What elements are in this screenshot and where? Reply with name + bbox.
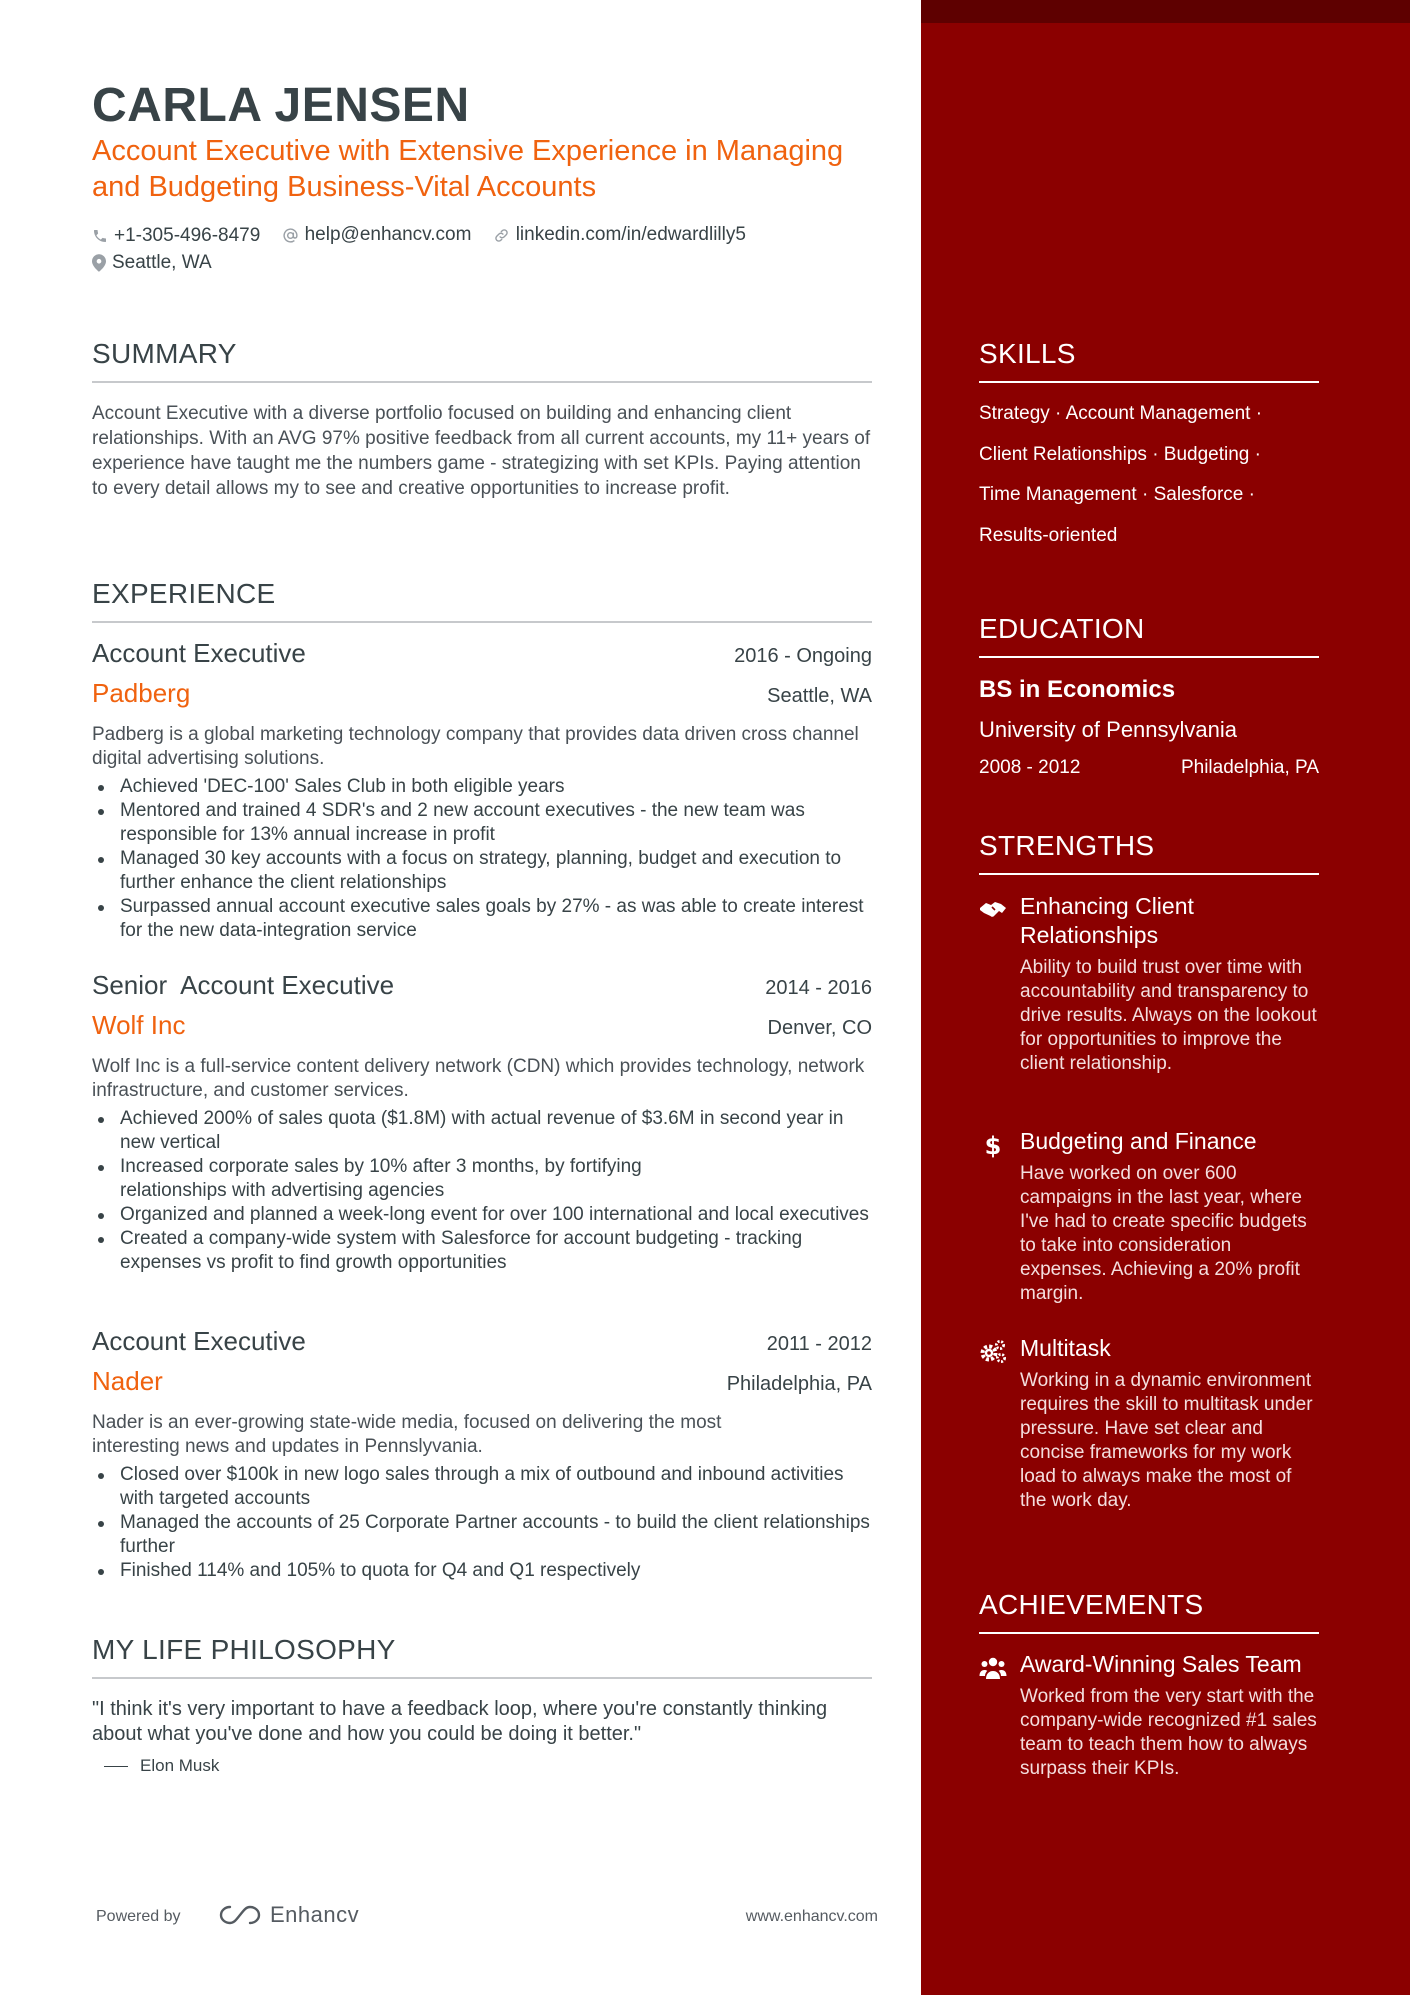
job-title: Senior Account Executive bbox=[92, 970, 395, 1000]
email-link[interactable]: help@enhancv.com bbox=[304, 224, 472, 245]
strength-item bbox=[979, 892, 1319, 1076]
enhancv-logo[interactable] bbox=[216, 1902, 359, 1928]
education-heading: EDUCATION bbox=[979, 613, 1319, 658]
job-title: Account Executive bbox=[92, 638, 306, 668]
strength-item bbox=[979, 1127, 1319, 1306]
handshake-icon bbox=[979, 896, 1007, 924]
sidebar-top-bar bbox=[921, 0, 1410, 23]
skills-line: Strategy · Account Management · bbox=[979, 403, 1263, 424]
philosophy-quote: "I think it's very important to have a feedback loop, where you're constantly thinking about what you've done and how you could be doing it better." bbox=[92, 1698, 828, 1745]
job-header-row bbox=[92, 638, 872, 669]
powered-by-text: Powered by bbox=[96, 1908, 181, 1925]
job-header-row bbox=[92, 1326, 872, 1357]
job-company-row bbox=[92, 1366, 872, 1397]
job-company: Wolf Inc bbox=[92, 1010, 186, 1040]
bullet-item: Closed over $100k in new logo sales through a mix of outbound and inbound activities with targeted accounts bbox=[92, 1463, 872, 1511]
bullet-item: Managed the accounts of 25 Corporate Partner accounts - to build the client relationships further bbox=[92, 1511, 872, 1559]
users-icon bbox=[979, 1654, 1007, 1682]
location-item bbox=[92, 252, 212, 274]
job-location: Denver, CO bbox=[767, 1017, 872, 1039]
enhancv-brand: Enhancv bbox=[270, 1902, 360, 1927]
phone-number: +1-305-496-8479 bbox=[114, 224, 261, 246]
quote-author bbox=[104, 1756, 219, 1776]
phone-icon bbox=[92, 228, 108, 244]
svg-text:$: $ bbox=[984, 1132, 1002, 1159]
achievement-item bbox=[979, 1650, 1319, 1781]
job-company-row bbox=[92, 1010, 872, 1041]
job-company-row bbox=[92, 678, 872, 709]
website-link[interactable]: www.enhancv.com bbox=[745, 1908, 878, 1925]
sidebar bbox=[921, 0, 1410, 1995]
linkedin-item[interactable] bbox=[493, 224, 746, 246]
bullet-item: Organized and planned a week-long event for over 100 international and local executives bbox=[92, 1203, 872, 1227]
job-location: Seattle, WA bbox=[767, 685, 872, 707]
contact-row bbox=[92, 224, 762, 250]
gears-icon bbox=[979, 1338, 1007, 1366]
summary-heading: SUMMARY bbox=[92, 338, 872, 383]
strength-item bbox=[979, 1334, 1319, 1513]
job-description: Wolf Inc is a full-service content delivery network (CDN) which provides technology, network infrastructure, and customer services. bbox=[92, 1056, 865, 1101]
job-bullets bbox=[92, 1107, 872, 1275]
education-dates: 2008 - 2012 bbox=[979, 757, 1081, 778]
linkedin-link[interactable]: linkedin.com/in/edwardlilly5 bbox=[515, 224, 746, 245]
skills-heading: SKILLS bbox=[979, 338, 1319, 383]
education-meta-row bbox=[979, 757, 1319, 779]
map-pin-icon bbox=[92, 254, 106, 272]
author-name: Elon Musk bbox=[140, 1756, 220, 1775]
bullet-item: Managed 30 key accounts with a focus on strategy, planning, budget and execution to further enhance the client relationships bbox=[92, 847, 872, 895]
skills-line: Results-oriented bbox=[979, 524, 1118, 546]
experience-heading: EXPERIENCE bbox=[92, 578, 872, 623]
dollar-icon bbox=[979, 1131, 1007, 1159]
bullet-item: Created a company-wide system with Salesforce for account budgeting - tracking expenses vs profit to find growth opportunities bbox=[92, 1227, 872, 1275]
job-dates: 2011 - 2012 bbox=[766, 1333, 872, 1355]
strength-title: Budgeting and Finance bbox=[1020, 1128, 1257, 1154]
enhancv-logo-icon bbox=[216, 1903, 264, 1927]
achievement-title: Award-Winning Sales Team bbox=[1020, 1651, 1302, 1677]
strength-description: Have worked on over 600 campaigns in the last year, where I've had to create specific budgets to take into consideration expenses. Achieving a 20% profit margin. bbox=[1020, 1163, 1307, 1304]
job-dates: 2016 - Ongoing bbox=[734, 645, 872, 667]
author-dash bbox=[104, 1766, 128, 1767]
job-bullets bbox=[92, 775, 872, 943]
job-company: Nader bbox=[92, 1366, 163, 1396]
strength-title: Multitask bbox=[1020, 1335, 1111, 1361]
job-description: Nader is an ever-growing state-wide media, focused on delivering the most interesting news and updates in Pennslyvania. bbox=[92, 1412, 722, 1457]
bullet-item: Surpassed annual account executive sales goals by 27% - as was able to create interest for the new data-integration service bbox=[92, 895, 872, 943]
bullet-item: Achieved 'DEC-100' Sales Club in both eligible years bbox=[92, 775, 872, 799]
bullet-item: Achieved 200% of sales quota ($1.8M) with actual revenue of $3.6M in second year in new vertical bbox=[92, 1107, 872, 1155]
skills-line: Time Management · Salesforce · bbox=[979, 484, 1255, 505]
strength-description: Working in a dynamic environment requires the skill to multitask under pressure. Have set clear and concise frameworks for my work load to always make the most of the work day. bbox=[1020, 1370, 1313, 1511]
job-title: Account Executive bbox=[92, 1326, 306, 1356]
philosophy-heading: MY LIFE PHILOSOPHY bbox=[92, 1634, 872, 1679]
job-dates: 2014 - 2016 bbox=[765, 977, 872, 999]
bullet-item: Finished 114% and 105% to quota for Q4 and Q1 respectively bbox=[92, 1559, 872, 1583]
email-item[interactable] bbox=[282, 224, 472, 246]
job-company: Padberg bbox=[92, 678, 191, 708]
location-text: Seattle, WA bbox=[112, 252, 212, 273]
job-entry bbox=[92, 638, 872, 943]
job-header-row bbox=[92, 970, 872, 1001]
bullet-item: Mentored and trained 4 SDR's and 2 new account executives - the new team was responsible for 13% annual increase in profit bbox=[92, 799, 872, 847]
job-entry bbox=[92, 970, 872, 1275]
phone-item bbox=[92, 225, 260, 247]
education-school: University of Pennsylvania bbox=[979, 717, 1238, 742]
candidate-name: CARLA JENSEN bbox=[92, 79, 470, 132]
at-icon bbox=[282, 227, 299, 244]
education-location: Philadelphia, PA bbox=[1180, 757, 1319, 778]
strengths-heading: STRENGTHS bbox=[979, 830, 1319, 875]
strength-description: Ability to build trust over time with accountability and transparency to drive results. Always on the lookout for opportunities to improve the client relationship. bbox=[1020, 957, 1317, 1074]
strength-title: Enhancing Client Relationships bbox=[1020, 893, 1194, 948]
headline: Account Executive with Extensive Experience in Managing and Budgeting Business-Vital Accounts bbox=[92, 135, 844, 203]
achievement-description: Worked from the very start with the company-wide recognized #1 sales team to teach them how to always surpass their KPIs. bbox=[1020, 1686, 1317, 1779]
footer bbox=[96, 1902, 878, 1932]
education-degree: BS in Economics bbox=[979, 676, 1176, 703]
skills-list bbox=[979, 394, 1319, 556]
skills-line: Client Relationships · Budgeting · bbox=[979, 443, 1261, 465]
link-icon bbox=[493, 227, 510, 244]
job-bullets bbox=[92, 1463, 872, 1583]
achievements-heading: ACHIEVEMENTS bbox=[979, 1589, 1319, 1634]
job-entry bbox=[92, 1326, 872, 1583]
location-row bbox=[92, 252, 228, 278]
bullet-item: Increased corporate sales by 10% after 3 months, by fortifying relationships with advertising agencies bbox=[92, 1155, 872, 1203]
summary-text: Account Executive with a diverse portfolio focused on building and enhancing client relationships. With an AVG 97% positive feedback from all current accounts, my 11+ years of experience have taught me the numbers game - strategizing with set KPIs. Paying attention to every detail allows my to see and creative opportunities to increase profit. bbox=[92, 403, 871, 499]
job-location: Philadelphia, PA bbox=[726, 1373, 872, 1395]
job-description: Padberg is a global marketing technology company that provides data driven cross channel digital advertising solutions. bbox=[92, 724, 859, 769]
